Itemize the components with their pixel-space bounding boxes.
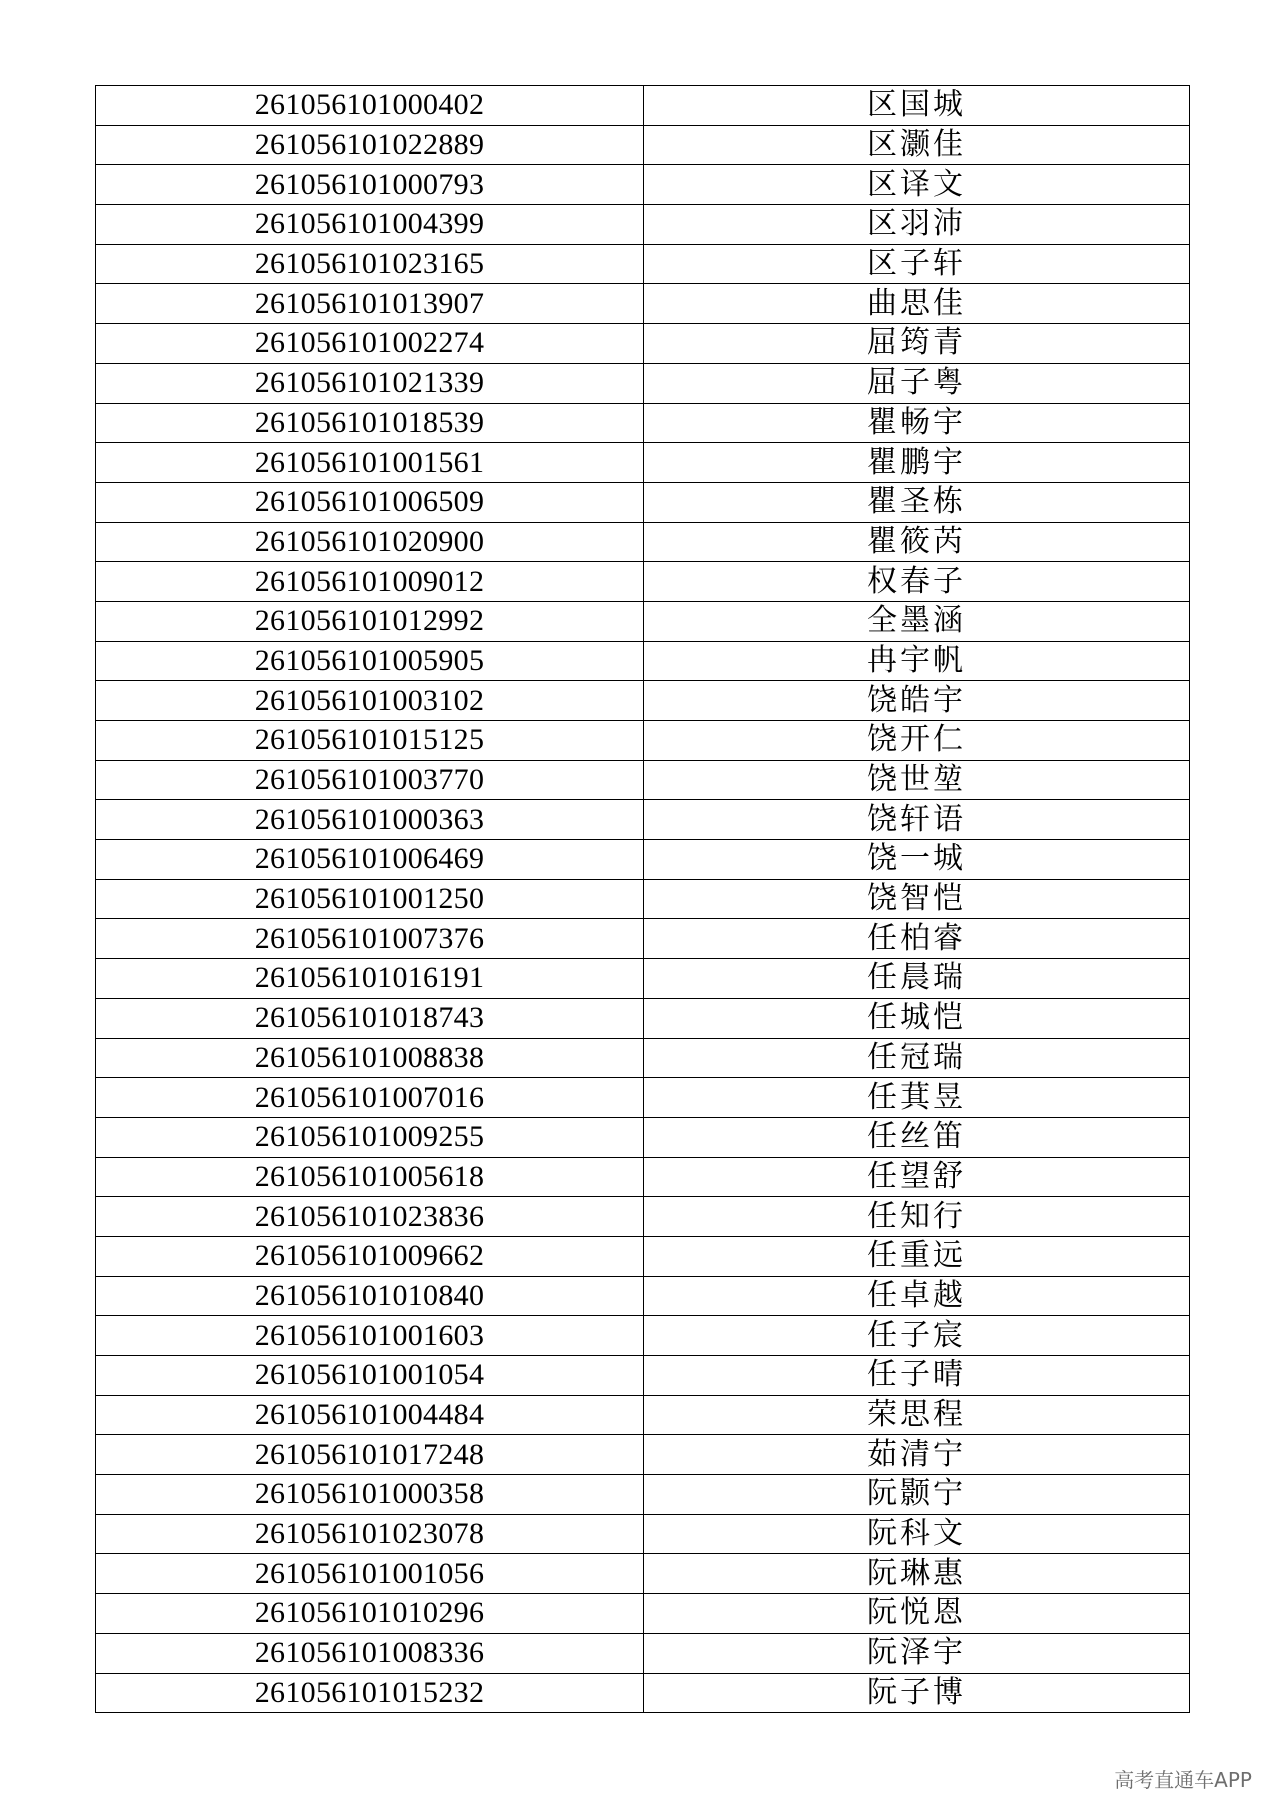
candidate-name-cell: 任晨瑞 — [644, 959, 1190, 999]
candidate-name-cell: 瞿筱芮 — [644, 522, 1190, 562]
candidate-id-cell: 261056101003770 — [96, 760, 644, 800]
candidate-id-cell: 261056101009255 — [96, 1117, 644, 1157]
table-row — [96, 1514, 1190, 1554]
table-row — [96, 1673, 1190, 1713]
table-row — [96, 482, 1190, 522]
table-row — [96, 165, 1190, 205]
candidate-name-cell: 饶世堃 — [644, 760, 1190, 800]
table-row — [96, 760, 1190, 800]
table-row — [96, 1554, 1190, 1594]
table-row — [96, 1197, 1190, 1237]
candidate-id-cell: 261056101000793 — [96, 165, 644, 205]
candidate-id-cell: 261056101008838 — [96, 1038, 644, 1078]
table-row — [96, 641, 1190, 681]
candidate-name-cell: 冉宇帆 — [644, 641, 1190, 681]
candidate-id-cell: 261056101001056 — [96, 1554, 644, 1594]
table-row — [96, 205, 1190, 245]
candidate-id-cell: 261056101001603 — [96, 1316, 644, 1356]
table-row — [96, 1633, 1190, 1673]
candidate-name-cell: 阮琳惠 — [644, 1554, 1190, 1594]
table-row — [96, 522, 1190, 562]
table-row — [96, 681, 1190, 721]
table-row — [96, 800, 1190, 840]
candidate-name-cell: 区羽沛 — [644, 205, 1190, 245]
candidate-name-cell: 区灏佳 — [644, 125, 1190, 165]
candidate-name-cell: 任知行 — [644, 1197, 1190, 1237]
candidate-name-cell: 全墨涵 — [644, 601, 1190, 641]
candidate-name-cell: 饶轩语 — [644, 800, 1190, 840]
table-row — [96, 1157, 1190, 1197]
table-row — [96, 1356, 1190, 1396]
candidate-id-cell: 261056101000363 — [96, 800, 644, 840]
table-row — [96, 403, 1190, 443]
candidate-id-cell: 261056101022889 — [96, 125, 644, 165]
candidate-name-cell: 瞿圣栋 — [644, 482, 1190, 522]
table-row — [96, 879, 1190, 919]
table-row — [96, 443, 1190, 483]
candidate-id-cell: 261056101002274 — [96, 324, 644, 364]
candidate-name-cell: 任望舒 — [644, 1157, 1190, 1197]
candidate-id-cell: 261056101006469 — [96, 840, 644, 880]
candidate-name-cell: 屈筠青 — [644, 324, 1190, 364]
candidate-name-cell: 任重远 — [644, 1236, 1190, 1276]
table-row — [96, 919, 1190, 959]
candidate-id-cell: 261056101005905 — [96, 641, 644, 681]
candidate-id-cell: 261056101015125 — [96, 721, 644, 761]
table-row — [96, 1475, 1190, 1515]
candidate-name-cell: 阮颢宁 — [644, 1475, 1190, 1515]
table-row — [96, 324, 1190, 364]
candidate-id-cell: 261056101012992 — [96, 601, 644, 641]
candidate-name-cell: 阮子博 — [644, 1673, 1190, 1713]
candidate-name-cell: 权春子 — [644, 562, 1190, 602]
candidate-id-cell: 261056101016191 — [96, 959, 644, 999]
candidate-id-cell: 261056101007376 — [96, 919, 644, 959]
roster-body — [96, 86, 1190, 1713]
candidate-id-cell: 261056101003102 — [96, 681, 644, 721]
candidate-id-cell: 261056101001561 — [96, 443, 644, 483]
candidate-name-cell: 曲思佳 — [644, 284, 1190, 324]
roster-table — [95, 85, 1190, 1713]
candidate-name-cell: 区子轩 — [644, 244, 1190, 284]
table-row — [96, 1236, 1190, 1276]
candidate-id-cell: 261056101021339 — [96, 363, 644, 403]
table-row — [96, 1435, 1190, 1475]
table-row — [96, 1078, 1190, 1118]
candidate-name-cell: 荣思程 — [644, 1395, 1190, 1435]
table-row — [96, 601, 1190, 641]
candidate-name-cell: 任萁昱 — [644, 1078, 1190, 1118]
table-row — [96, 1276, 1190, 1316]
candidate-name-cell: 饶一城 — [644, 840, 1190, 880]
candidate-id-cell: 261056101004399 — [96, 205, 644, 245]
candidate-name-cell: 茹清宁 — [644, 1435, 1190, 1475]
candidate-id-cell: 261056101006509 — [96, 482, 644, 522]
table-row — [96, 284, 1190, 324]
table-row — [96, 1117, 1190, 1157]
table-row — [96, 721, 1190, 761]
table-row — [96, 959, 1190, 999]
candidate-name-cell: 阮泽宇 — [644, 1633, 1190, 1673]
table-row — [96, 562, 1190, 602]
candidate-name-cell: 任城恺 — [644, 998, 1190, 1038]
candidate-id-cell: 261056101007016 — [96, 1078, 644, 1118]
candidate-id-cell: 261056101009012 — [96, 562, 644, 602]
table-row — [96, 1395, 1190, 1435]
candidate-id-cell: 261056101000402 — [96, 86, 644, 126]
candidate-name-cell: 阮科文 — [644, 1514, 1190, 1554]
candidate-id-cell: 261056101010296 — [96, 1594, 644, 1634]
candidate-name-cell: 任丝笛 — [644, 1117, 1190, 1157]
candidate-id-cell: 261056101023078 — [96, 1514, 644, 1554]
candidate-name-cell: 阮悦恩 — [644, 1594, 1190, 1634]
candidate-id-cell: 261056101008336 — [96, 1633, 644, 1673]
candidate-id-cell: 261056101001054 — [96, 1356, 644, 1396]
candidate-id-cell: 261056101015232 — [96, 1673, 644, 1713]
candidate-name-cell: 饶开仁 — [644, 721, 1190, 761]
candidate-id-cell: 261056101023836 — [96, 1197, 644, 1237]
table-row — [96, 1316, 1190, 1356]
table-row — [96, 363, 1190, 403]
candidate-id-cell: 261056101000358 — [96, 1475, 644, 1515]
candidate-id-cell: 261056101020900 — [96, 522, 644, 562]
candidate-name-cell: 区译文 — [644, 165, 1190, 205]
candidate-name-cell: 瞿鹏宇 — [644, 443, 1190, 483]
table-row — [96, 998, 1190, 1038]
candidate-id-cell: 261056101013907 — [96, 284, 644, 324]
candidate-id-cell: 261056101017248 — [96, 1435, 644, 1475]
candidate-id-cell: 261056101023165 — [96, 244, 644, 284]
table-row — [96, 86, 1190, 126]
watermark-text: 高考直通车APP — [1114, 1768, 1252, 1792]
candidate-name-cell: 任子宸 — [644, 1316, 1190, 1356]
candidate-name-cell: 任子晴 — [644, 1356, 1190, 1396]
candidate-id-cell: 261056101004484 — [96, 1395, 644, 1435]
table-row — [96, 1594, 1190, 1634]
table-row — [96, 1038, 1190, 1078]
candidate-name-cell: 饶皓宇 — [644, 681, 1190, 721]
candidate-id-cell: 261056101009662 — [96, 1236, 644, 1276]
candidate-id-cell: 261056101018743 — [96, 998, 644, 1038]
candidate-id-cell: 261056101010840 — [96, 1276, 644, 1316]
candidate-name-cell: 饶智恺 — [644, 879, 1190, 919]
candidate-name-cell: 区国城 — [644, 86, 1190, 126]
candidate-name-cell: 屈子粤 — [644, 363, 1190, 403]
table-row — [96, 244, 1190, 284]
candidate-name-cell: 任卓越 — [644, 1276, 1190, 1316]
candidate-id-cell: 261056101018539 — [96, 403, 644, 443]
table-row — [96, 840, 1190, 880]
candidate-id-cell: 261056101005618 — [96, 1157, 644, 1197]
candidate-name-cell: 任柏睿 — [644, 919, 1190, 959]
candidate-name-cell: 瞿畅宇 — [644, 403, 1190, 443]
table-row — [96, 125, 1190, 165]
candidate-id-cell: 261056101001250 — [96, 879, 644, 919]
candidate-name-cell: 任冠瑞 — [644, 1038, 1190, 1078]
